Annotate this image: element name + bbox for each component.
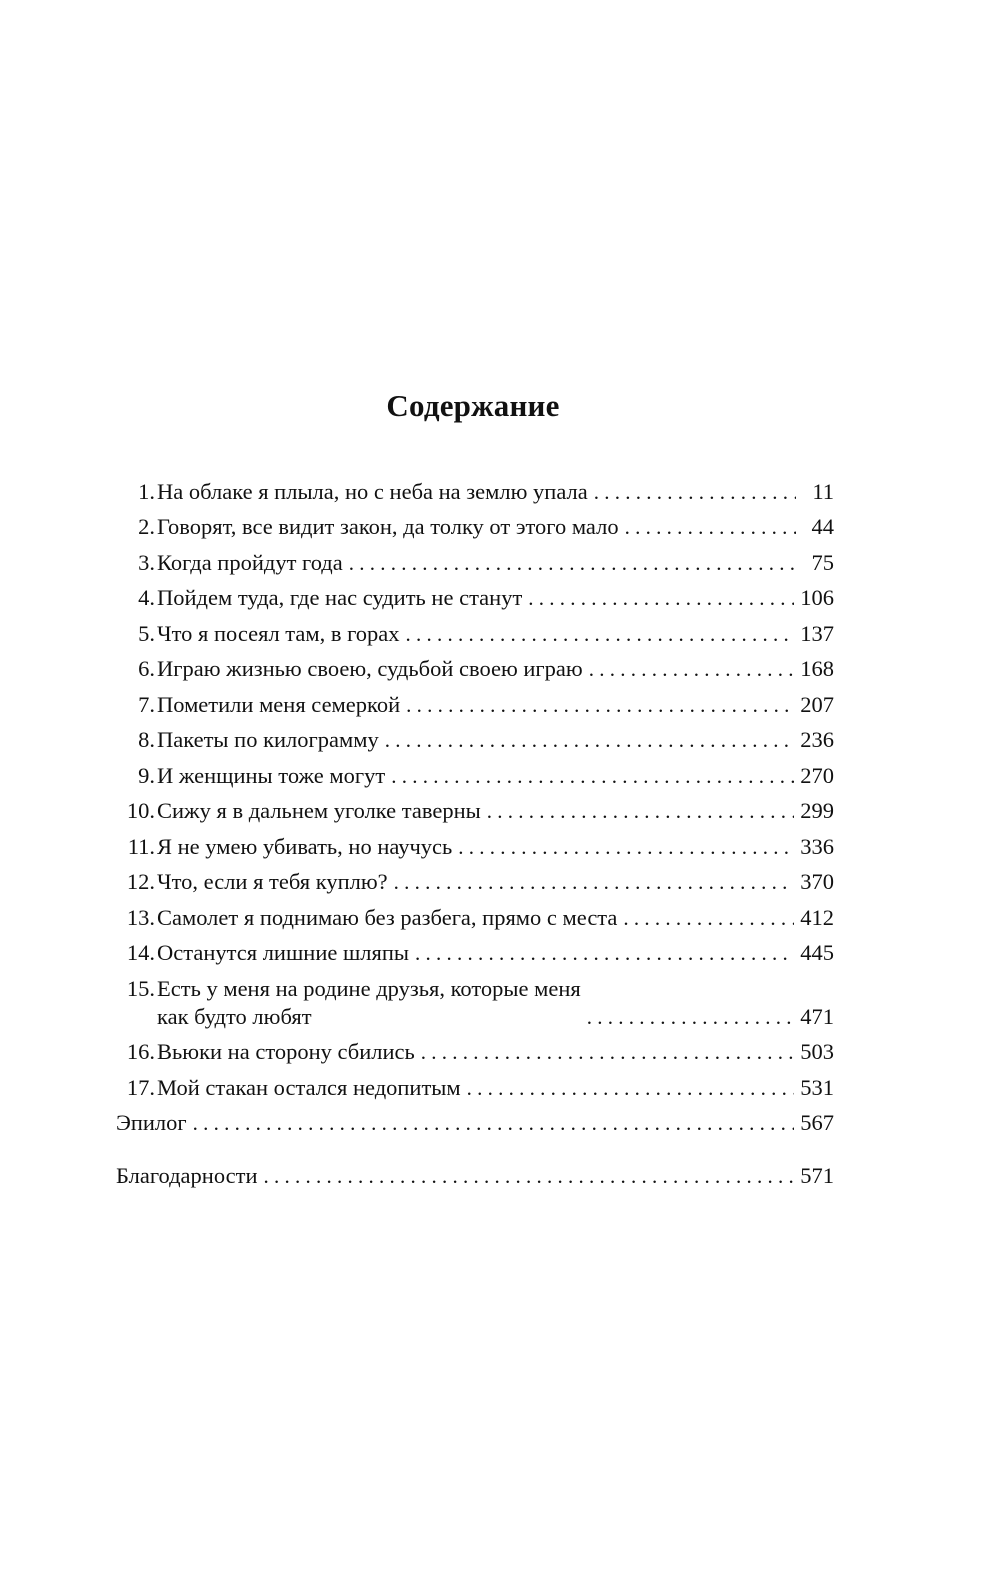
entry-page: 75 (811, 549, 834, 575)
entry-title: Эпилог (116, 1110, 187, 1135)
entry-page: 445 (800, 940, 834, 965)
entry-title: И женщины тоже могут (157, 762, 386, 788)
entry-page: 106 (800, 585, 834, 610)
entry-number: 10. (126, 798, 155, 823)
entry-page: 336 (800, 833, 834, 859)
dot-leader (394, 868, 795, 896)
toc-entry-16[interactable] (112, 1031, 834, 1067)
entry-title: Пойдем туда, где нас судить не станут (157, 585, 523, 610)
toc-entry-6[interactable] (112, 648, 834, 684)
entry-title: как будто любят (157, 1003, 312, 1029)
entry-title: Мой стакан остался недопитым (157, 1074, 461, 1100)
dot-leader (487, 797, 794, 825)
entry-title: Я не умею убивать, но научусь (157, 833, 453, 859)
dot-leader (458, 833, 794, 861)
toc-entry-1[interactable] (112, 470, 834, 506)
entry-title: Играю жизнью своею, судьбой своею играю (157, 656, 583, 681)
entry-title-line1: Есть у меня на родине друзья, которые меня (157, 975, 581, 1001)
dot-leader (406, 691, 794, 719)
entry-title: Пакеты по килограмму (157, 727, 379, 752)
entry-number: 1. (138, 478, 155, 504)
toc-entry-17[interactable] (112, 1066, 834, 1102)
dot-leader (415, 939, 794, 967)
toc-entry-4[interactable] (112, 577, 834, 613)
entry-title: Сижу я в дальнем уголке таверны (157, 798, 481, 823)
dot-leader (623, 904, 794, 932)
entry-title: На облаке я плыла, но с неба на землю упала (157, 478, 588, 504)
entry-number: 2. (138, 514, 155, 539)
entry-title: Когда пройдут года (157, 549, 343, 575)
entry-page: 531 (800, 1074, 834, 1100)
toc-entry-3[interactable] (112, 541, 834, 577)
entry-page: 471 (800, 1003, 834, 1029)
entry-page: 236 (800, 727, 834, 752)
dot-leader (391, 762, 794, 790)
entry-page: 503 (800, 1039, 834, 1064)
toc-entry-7[interactable] (112, 683, 834, 719)
toc-entry-11[interactable] (112, 825, 834, 861)
entry-title: Вьюки на сторону сбились (157, 1039, 415, 1064)
entry-number: 4. (138, 585, 155, 610)
entry-number: 14. (126, 940, 155, 965)
entry-title: Говорят, все видит закон, да толку от этого мало (157, 514, 619, 539)
entry-page: 11 (812, 478, 834, 504)
entry-number: 7. (138, 691, 155, 717)
entry-number: 9. (138, 762, 155, 788)
toc-title: Содержание (386, 388, 560, 423)
toc-entry-8[interactable] (112, 719, 834, 755)
entry-number: 6. (138, 656, 155, 681)
entry-number: 15. (126, 975, 155, 1001)
entry-page: 207 (800, 691, 834, 717)
entry-title: Останутся лишние шляпы (157, 940, 410, 965)
dot-leader (193, 1109, 795, 1137)
entry-page: 370 (800, 869, 834, 894)
entry-number: 8. (138, 727, 155, 752)
entry-number: 11. (127, 833, 155, 859)
toc-entry-9[interactable] (112, 754, 834, 790)
entry-number: 5. (138, 620, 155, 646)
entry-number: 16. (126, 1039, 155, 1064)
entry-page: 412 (800, 904, 834, 930)
toc-entry-14[interactable] (112, 932, 834, 968)
entry-title: Что, если я тебя куплю? (157, 869, 388, 894)
toc-entry-epilogue[interactable] (112, 1102, 834, 1138)
toc-entry-acknowledgements[interactable] (112, 1154, 834, 1190)
entry-page: 137 (800, 620, 834, 646)
entry-number: 3. (138, 549, 155, 575)
entry-page: 168 (800, 656, 834, 681)
entry-number: 12. (126, 869, 155, 894)
entry-page: 299 (800, 798, 834, 823)
toc-entry-2[interactable] (112, 506, 834, 542)
dot-leader (406, 620, 795, 648)
table-of-contents (112, 470, 834, 1190)
entry-number: 17. (126, 1074, 155, 1100)
entry-title: Самолет я поднимаю без разбега, прямо с места (157, 904, 618, 930)
dot-leader (385, 726, 795, 754)
entry-page: 44 (811, 514, 834, 539)
entry-title: Пометили меня семеркой (157, 691, 401, 717)
entry-page: 270 (800, 762, 834, 788)
entry-title-wrap (157, 975, 581, 1031)
toc-entry-5[interactable] (112, 612, 834, 648)
entry-page: 571 (800, 1162, 834, 1188)
entry-title: Благодарности (116, 1162, 258, 1188)
toc-entry-15[interactable] (112, 967, 834, 1031)
entry-title: Что я посеял там, в горах (157, 620, 400, 646)
dot-leader (594, 478, 796, 506)
toc-entry-10[interactable] (112, 790, 834, 826)
dot-leader (528, 584, 794, 612)
entry-page: 567 (800, 1110, 834, 1135)
dot-leader (467, 1074, 795, 1102)
dot-leader (589, 655, 795, 683)
dot-leader (264, 1162, 795, 1190)
toc-entry-12[interactable] (112, 861, 834, 897)
toc-entry-13[interactable] (112, 896, 834, 932)
dot-leader (349, 549, 796, 577)
entry-number: 13. (126, 904, 155, 930)
dot-leader (625, 513, 796, 541)
dot-leader (587, 1003, 795, 1031)
dot-leader (421, 1038, 794, 1066)
